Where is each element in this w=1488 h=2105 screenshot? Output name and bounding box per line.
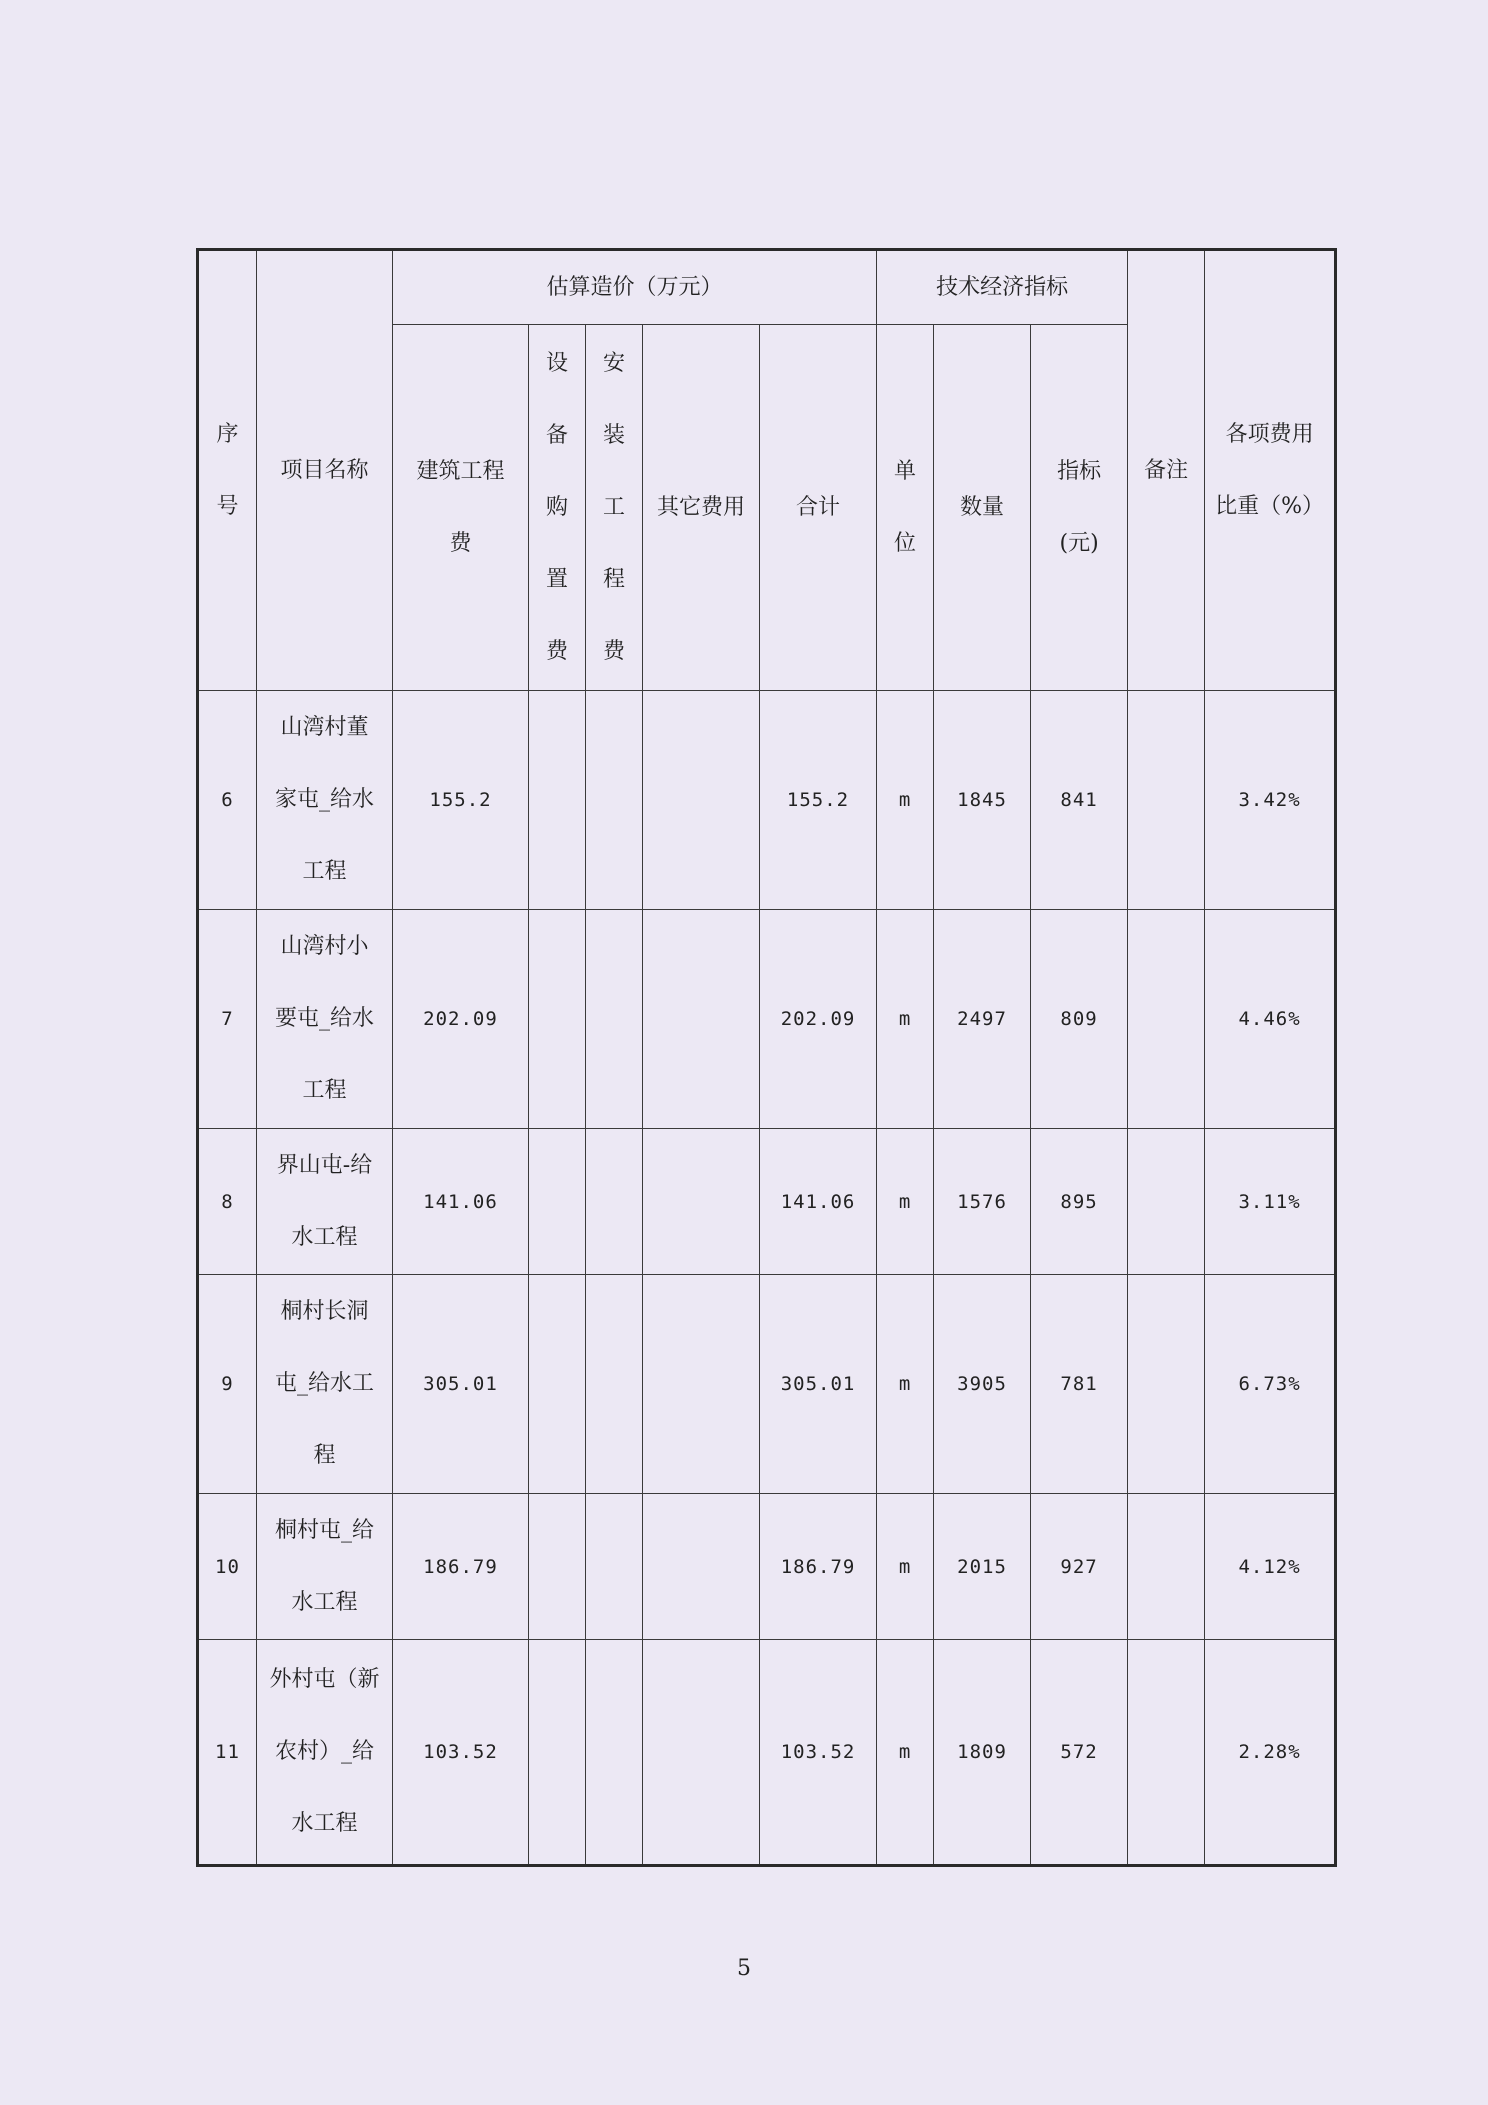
cell-install bbox=[586, 691, 643, 910]
cell-index: 927 bbox=[1031, 1494, 1128, 1640]
cell-qty: 1809 bbox=[934, 1640, 1031, 1866]
header-name: 项目名称 bbox=[257, 250, 393, 691]
cell-total: 305.01 bbox=[760, 1275, 877, 1494]
cell-other bbox=[643, 1494, 760, 1640]
cell-qty: 1576 bbox=[934, 1129, 1031, 1275]
header-build: 建筑工程 费 bbox=[393, 325, 529, 691]
cell-remark bbox=[1128, 1275, 1205, 1494]
cell-ratio: 4.46% bbox=[1205, 910, 1336, 1129]
cell-seq: 9 bbox=[198, 1275, 257, 1494]
cell-other bbox=[643, 1129, 760, 1275]
cell-seq: 8 bbox=[198, 1129, 257, 1275]
cell-other bbox=[643, 691, 760, 910]
cell-index: 572 bbox=[1031, 1640, 1128, 1866]
table-row bbox=[198, 1640, 1336, 1866]
cell-unit: m bbox=[877, 910, 934, 1129]
cell-index: 841 bbox=[1031, 691, 1128, 910]
cell-index: 781 bbox=[1031, 1275, 1128, 1494]
cell-unit: m bbox=[877, 691, 934, 910]
cell-remark bbox=[1128, 1129, 1205, 1275]
cell-qty: 1845 bbox=[934, 691, 1031, 910]
cell-ratio: 6.73% bbox=[1205, 1275, 1336, 1494]
cell-build: 186.79 bbox=[393, 1494, 529, 1640]
cell-remark bbox=[1128, 910, 1205, 1129]
cell-install bbox=[586, 1275, 643, 1494]
header-remark: 备注 bbox=[1128, 250, 1205, 691]
cell-remark bbox=[1128, 1640, 1205, 1866]
header-ratio: 各项费用 比重（%） bbox=[1205, 250, 1336, 691]
header-seq: 序 号 bbox=[198, 250, 257, 691]
cell-other bbox=[643, 910, 760, 1129]
cell-name: 界山屯-给 水工程 bbox=[257, 1129, 393, 1275]
cell-ratio: 3.42% bbox=[1205, 691, 1336, 910]
cell-equip bbox=[529, 1275, 586, 1494]
cell-unit: m bbox=[877, 1640, 934, 1866]
cell-build: 305.01 bbox=[393, 1275, 529, 1494]
cell-seq: 11 bbox=[198, 1640, 257, 1866]
cell-seq: 6 bbox=[198, 691, 257, 910]
table-row bbox=[198, 1129, 1336, 1275]
page-number: 5 bbox=[737, 1956, 751, 1981]
cost-estimate-table bbox=[196, 248, 1337, 1867]
cell-name: 山湾村董 家屯_给水 工程 bbox=[257, 691, 393, 910]
cell-total: 103.52 bbox=[760, 1640, 877, 1866]
table-row bbox=[198, 1275, 1336, 1494]
cell-remark bbox=[1128, 691, 1205, 910]
cell-build: 155.2 bbox=[393, 691, 529, 910]
cell-install bbox=[586, 1640, 643, 1866]
header-tech-group: 技术经济指标 bbox=[877, 250, 1128, 325]
cell-build: 103.52 bbox=[393, 1640, 529, 1866]
cell-unit: m bbox=[877, 1494, 934, 1640]
cell-index: 895 bbox=[1031, 1129, 1128, 1275]
header-qty: 数量 bbox=[934, 325, 1031, 691]
cell-seq: 10 bbox=[198, 1494, 257, 1640]
header-other: 其它费用 bbox=[643, 325, 760, 691]
header-unit: 单 位 bbox=[877, 325, 934, 691]
cell-name: 桐村长洞 屯_给水工 程 bbox=[257, 1275, 393, 1494]
cell-build: 202.09 bbox=[393, 910, 529, 1129]
cell-name: 桐村屯_给 水工程 bbox=[257, 1494, 393, 1640]
header-index: 指标 (元) bbox=[1031, 325, 1128, 691]
cell-qty: 2497 bbox=[934, 910, 1031, 1129]
cell-equip bbox=[529, 691, 586, 910]
cell-ratio: 4.12% bbox=[1205, 1494, 1336, 1640]
table-row bbox=[198, 910, 1336, 1129]
cell-equip bbox=[529, 1494, 586, 1640]
cell-install bbox=[586, 1129, 643, 1275]
cell-equip bbox=[529, 910, 586, 1129]
cell-other bbox=[643, 1275, 760, 1494]
cell-unit: m bbox=[877, 1129, 934, 1275]
table-row bbox=[198, 1494, 1336, 1640]
table-row bbox=[198, 691, 1336, 910]
cell-ratio: 2.28% bbox=[1205, 1640, 1336, 1866]
cell-total: 141.06 bbox=[760, 1129, 877, 1275]
cell-install bbox=[586, 1494, 643, 1640]
cell-unit: m bbox=[877, 1275, 934, 1494]
cell-seq: 7 bbox=[198, 910, 257, 1129]
cell-total: 155.2 bbox=[760, 691, 877, 910]
cell-qty: 2015 bbox=[934, 1494, 1031, 1640]
cell-index: 809 bbox=[1031, 910, 1128, 1129]
cell-equip bbox=[529, 1129, 586, 1275]
cell-ratio: 3.11% bbox=[1205, 1129, 1336, 1275]
cell-equip bbox=[529, 1640, 586, 1866]
cell-qty: 3905 bbox=[934, 1275, 1031, 1494]
cell-name: 外村屯（新 农村）_给 水工程 bbox=[257, 1640, 393, 1866]
cell-total: 186.79 bbox=[760, 1494, 877, 1640]
cell-remark bbox=[1128, 1494, 1205, 1640]
cell-name: 山湾村小 要屯_给水 工程 bbox=[257, 910, 393, 1129]
header-install: 安 装 工 程 费 bbox=[586, 325, 643, 691]
cell-install bbox=[586, 910, 643, 1129]
cell-other bbox=[643, 1640, 760, 1866]
cell-build: 141.06 bbox=[393, 1129, 529, 1275]
header-total: 合计 bbox=[760, 325, 877, 691]
header-equip: 设 备 购 置 费 bbox=[529, 325, 586, 691]
header-estimate-group: 估算造价（万元） bbox=[393, 250, 877, 325]
cell-total: 202.09 bbox=[760, 910, 877, 1129]
